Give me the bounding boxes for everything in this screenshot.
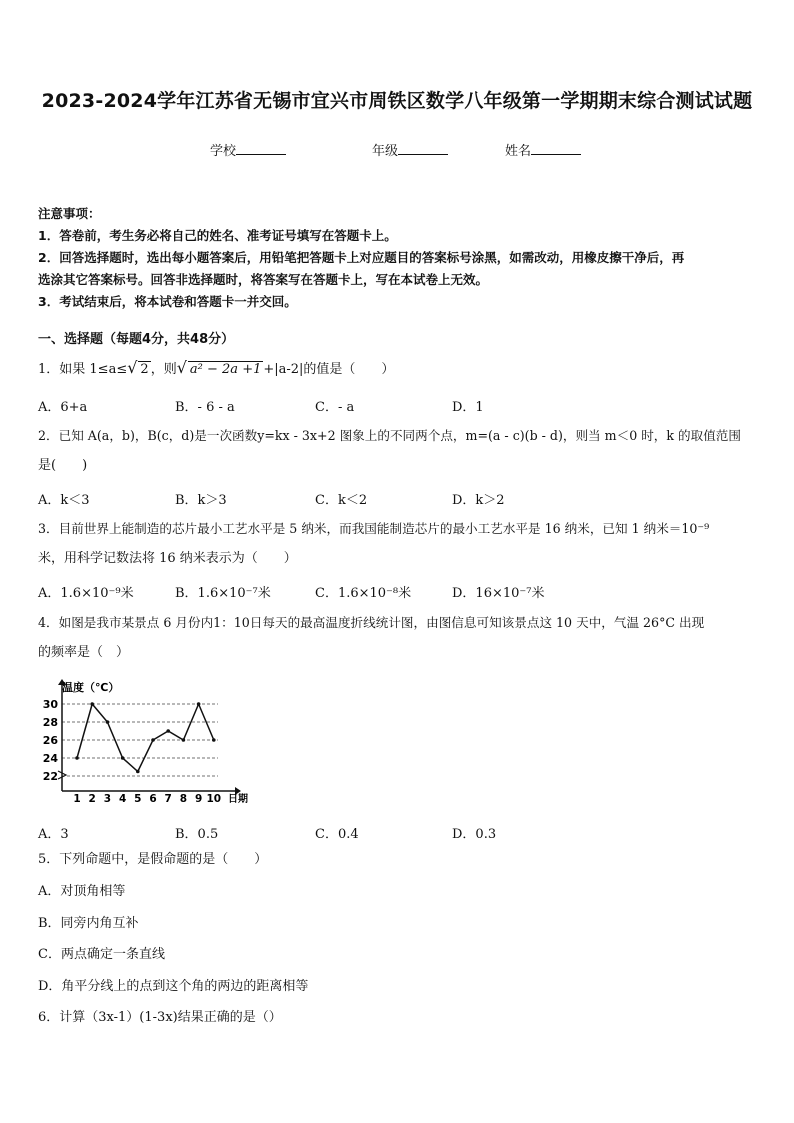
series-line [77, 704, 214, 772]
q3-option-a: A．1.6×10⁻⁹米 [38, 586, 134, 601]
note-line: 1．答卷前，考生务必将自己的姓名、准考证号填写在答题卡上。 [38, 228, 397, 243]
school-label: 学校 [210, 144, 237, 159]
x-tick-label: 9 [194, 793, 203, 805]
data-point [212, 738, 216, 742]
y-tick-labels [43, 698, 59, 783]
q3-option-d: D．16×10⁻⁷米 [452, 586, 545, 601]
page-title: 2023-2024学年江苏省无锡市宜兴市周铁区数学八年级第一学期期末综合测试试题 [41, 90, 753, 112]
question-2-line-2: 是( ) [38, 458, 88, 473]
q5-option-a: A．对顶角相等 [38, 884, 126, 899]
data-point [151, 738, 155, 742]
y-tick-label: 22 [42, 770, 58, 783]
q2-option-c: C．k＜2 [315, 493, 368, 508]
q5-option-d: D．角平分线上的点到这个角的两边的距离相等 [38, 979, 309, 994]
q1-text-pre: 1．如果 1≤a≤ [38, 362, 128, 377]
x-tick-label: 6 [149, 793, 157, 805]
x-tick-label: 7 [164, 793, 172, 805]
q1-sqrt-2: a² − 2a +1 [189, 362, 262, 377]
temperature-line-chart [40, 675, 265, 810]
q3-option-c: C．1.6×10⁻⁸米 [315, 586, 412, 601]
notes-heading: 注意事项： [38, 206, 101, 221]
question-5: 5．下列命题中，是假命题的是（ ） [38, 852, 268, 867]
question-4-line-1: 4．如图是我市某景点 6 月份内1：10日每天的最高温度折线统计图，由图信息可知该景点这 10 天中，气温 26°C 出现 [38, 615, 705, 630]
x-tick-label: 4 [118, 793, 127, 805]
q1-option-d: D．1 [452, 400, 484, 415]
school-field [210, 140, 286, 159]
q5-option-c: C．两点确定一条直线 [38, 947, 165, 962]
q1-sqrt-1: 2 [140, 362, 149, 377]
y-tick-label: 26 [42, 734, 58, 747]
x-tick-label: 3 [103, 793, 112, 805]
y-tick-label: 28 [42, 716, 58, 729]
q1-option-c: C．- a [315, 400, 355, 415]
y-tick-label: 30 [42, 698, 58, 711]
q1-option-a: A．6+a [38, 400, 88, 415]
q4-option-d: D．0.3 [452, 827, 497, 842]
question-3-line-2: 米，用科学记数法将 16 纳米表示为（ ） [38, 551, 297, 566]
q1-text-mid: ，则 [150, 362, 177, 377]
q5-option-b: B．同旁内角互补 [38, 916, 139, 931]
note-line: 3．考试结束后，将本试卷和答题卡一并交回。 [38, 294, 297, 309]
name-blank [531, 141, 581, 155]
question-6: 6．计算（3x-1）(1-3x)结果正确的是（） [38, 1010, 282, 1025]
section-heading: 一、选择题（每题4分，共48分） [38, 332, 235, 347]
grade-label: 年级 [372, 144, 399, 159]
data-point [75, 756, 79, 760]
x-tick-label: 5 [134, 793, 142, 805]
data-point [106, 720, 110, 724]
question-1 [38, 354, 760, 384]
x-tick-label: 2 [88, 793, 96, 805]
data-point [90, 702, 94, 706]
x-tick-label: 8 [179, 793, 188, 805]
question-2-line-1: 2．已知 A(a，b)，B(c，d)是一次函数y=kx - 3x+2 图象上的不同两个点，m=(a - c)(b - d)，则当 m＜0 时，k 的取值范围 [38, 428, 741, 443]
radical-icon: √ [176, 358, 187, 377]
q4-option-a: A．3 [38, 827, 69, 842]
x-tick-label: 1 [73, 793, 81, 805]
radical-icon: √ [127, 358, 138, 377]
q2-option-a: A．k＜3 [38, 493, 90, 508]
name-label: 姓名 [505, 144, 532, 159]
x-axis-label: 日期 [228, 794, 248, 805]
data-point [166, 729, 170, 733]
q2-option-b: B．k＞3 [175, 493, 227, 508]
data-point [197, 702, 201, 706]
school-blank [236, 141, 286, 155]
y-axis-label: 温度（℃） [62, 681, 120, 694]
q1-text-post: +|a-2|的值是（ ） [263, 362, 395, 377]
grade-blank [398, 141, 448, 155]
data-point [182, 738, 186, 742]
note-line: 2．回答选择题时，选出每小题答案后，用铅笔把答题卡上对应题目的答案标号涂黑，如需改动，用橡皮擦干净后，再 [38, 250, 685, 265]
q4-option-b: B．0.5 [175, 827, 219, 842]
note-line: 选涂其它答案标号。回答非选择题时，将答案写在答题卡上，写在本试卷上无效。 [38, 272, 489, 287]
q3-option-b: B．1.6×10⁻⁷米 [175, 586, 271, 601]
grade-field [372, 140, 448, 159]
question-4-line-2: 的频率是（ ） [38, 645, 130, 660]
name-field [505, 140, 581, 159]
y-tick-label: 24 [42, 752, 58, 765]
q4-option-c: C．0.4 [315, 827, 359, 842]
question-3-line-1: 3．目前世界上能制造的芯片最小工艺水平是 5 纳米，而我国能制造芯片的最小工艺水平是 16 纳米，已知 1 纳米＝10⁻⁹ [38, 521, 710, 536]
notes-block [38, 203, 758, 313]
q1-option-b: B．- 6 - a [175, 400, 235, 415]
x-tick-labels [73, 793, 221, 805]
data-point [121, 756, 125, 760]
q2-option-d: D．k＞2 [452, 493, 505, 508]
x-tick-label: 10 [206, 793, 222, 805]
data-point [136, 770, 140, 774]
